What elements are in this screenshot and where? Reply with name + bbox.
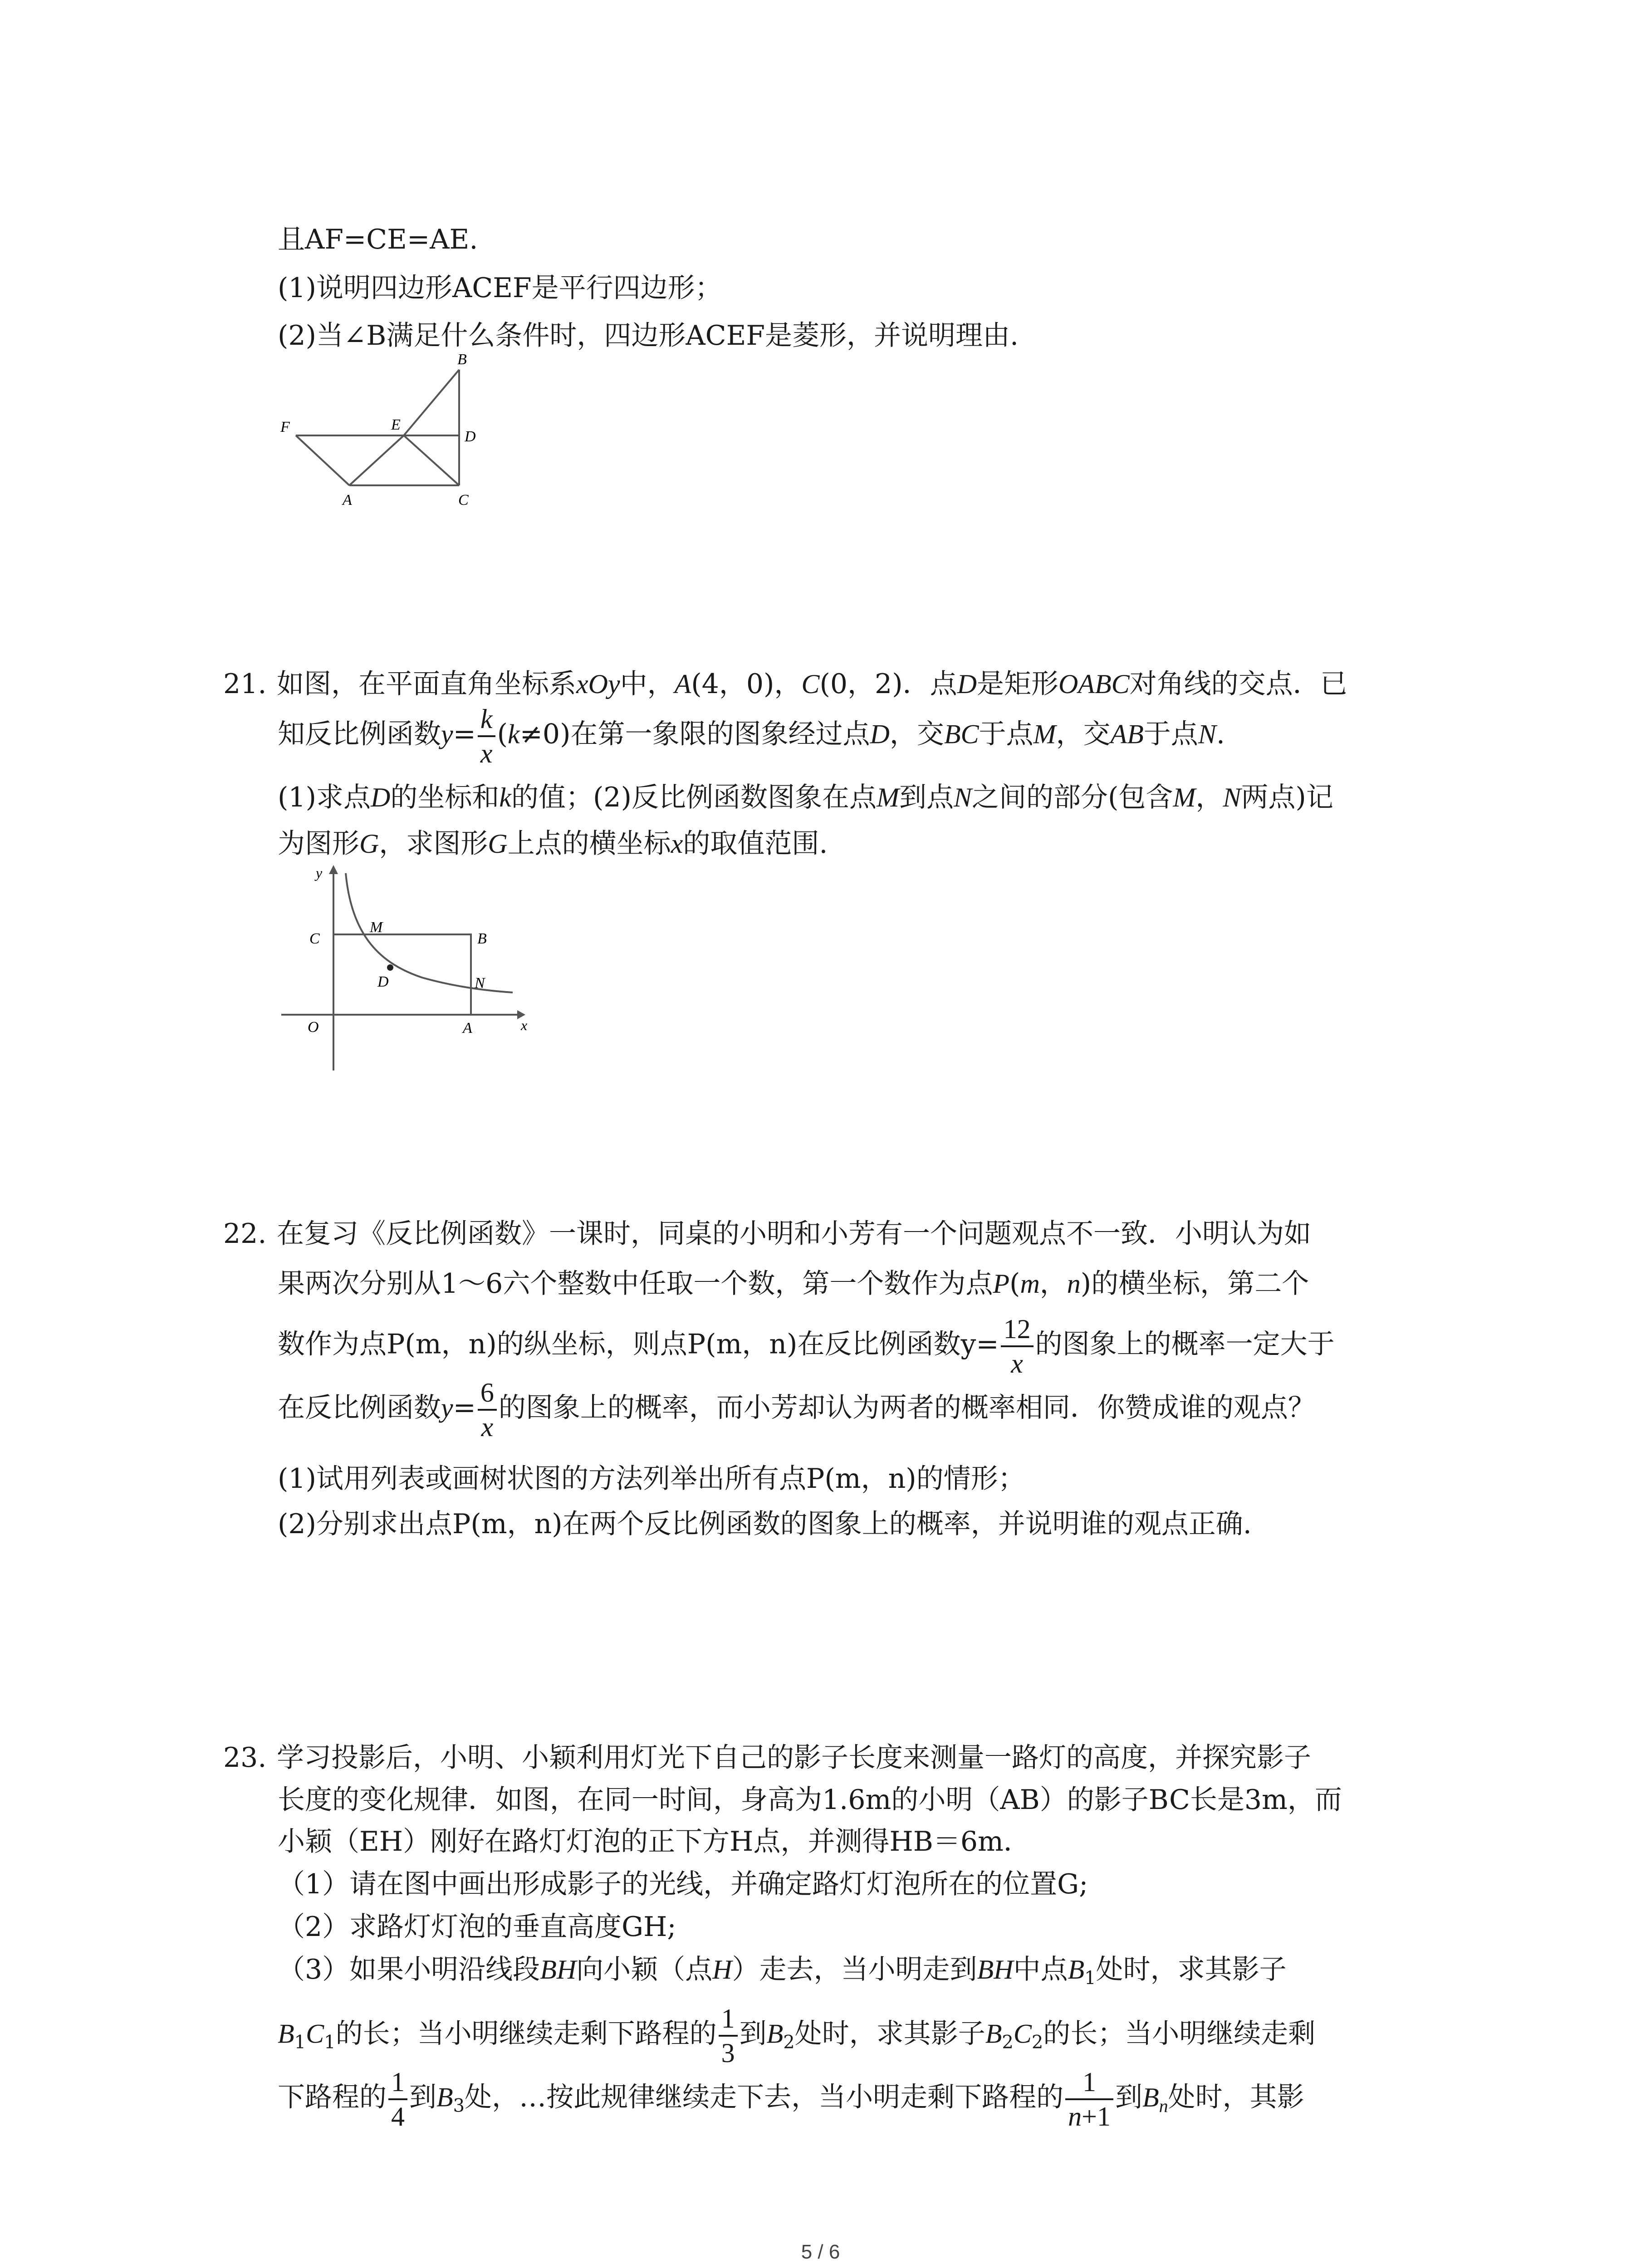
q23-part-3-line-1: （3）如果小明沿线段BH向小颖（点H）走去，当小明走到BH中点$B_1$处时，求其影子 [278,1954,1287,1989]
fraction-k-over-x: $\frac{k}{x}$ [478,705,495,767]
q21-line-2: 知反比例函数y= $\frac{k}{x}$ (k≠0)在第一象限的图象经过点D，交BC于点M，交AB于点N. [278,704,1225,768]
q20-part-1: (1)说明四边形ACEF是平行四边形； [278,272,722,304]
label-D: D [377,973,389,990]
q21-figure [272,864,554,1077]
q22-part-2: (2)分别求出点P(m，n)在两个反比例函数的图象上的概率，并说明谁的观点正确. [278,1508,1252,1540]
fraction-12-over-x: $\frac{12}{x}$ [1001,1315,1034,1377]
label-A: A [463,1020,472,1036]
label-A: A [343,492,352,508]
axis-y-label: y [316,865,323,881]
q22-line-3: 数作为点P(m，n)的纵坐标，则点P(m，n)在反比例函数y= $\frac{12}{x}$ 的图象上的概率一定大于 [278,1314,1335,1378]
q23-line-2: 长度的变化规律．如图，在同一时间，身高为1.6m的小明（AB）的影子BC长是3m，而 [278,1784,1342,1816]
label-M: M [370,919,383,936]
q21-line-3: (1)求点D的坐标和k的值；(2)反比例函数图象在点M到点N之间的部分(包含M，N两点)记 [278,782,1333,813]
q21-number: 21. [223,668,267,700]
q23-number: 23. [223,1742,267,1774]
label-B: B [457,351,467,368]
q22-line-1: 22. 在复习《反比例函数》一课时，同桌的小明和小芳有一个问题观点不一致．小明认为如 [223,1216,1311,1252]
fraction-1-over-4: $\frac{1}{4}$ [388,2068,407,2130]
q23-part-2: （2）求路灯灯泡的垂直高度GH; [278,1911,676,1943]
fraction-1-over-3: $\frac{1}{3}$ [719,2005,738,2067]
q23-part-1: （1）请在图中画出形成影子的光线，并确定路灯灯泡所在的位置G; [278,1868,1088,1900]
label-F: F [280,419,290,435]
q22-line-4-text: 的图象上的概率，而小芳却认为两者的概率相同．你赞成谁的观点？ [498,1392,1315,1424]
fraction-6-over-x: $\frac{6}{x}$ [478,1379,497,1441]
point-D [387,964,393,971]
label-C: C [309,930,320,947]
q23-part-3-line-2: $B_1C_1$的长；当小明继续走剩下路程的 $\frac{1}{3}$ 到$B_2$处时，求其影子$B_2C_2$的长；当小明继续走剩 [278,2004,1316,2068]
q21-line-4: 为图形G，求图形G上点的横坐标x的取值范围. [278,828,828,860]
q23-line-1: 23. 学习投影后，小明、小颖利用灯光下自己的影子长度来测量一路灯的高度，并探究影子 [223,1740,1311,1776]
q22-number: 22. [223,1218,267,1250]
q20-part-2: (2)当∠B满足什么条件时，四边形ACEF是菱形，并说明理由. [278,320,1019,352]
q22-line-3-text: 数作为点P(m，n)的纵坐标，则点P(m，n)在反比例函数y= [278,1328,999,1360]
q20-figure [272,347,490,515]
q22-line-2: 果两次分别从1～6六个整数中任取一个数，第一个数作为点P(m，n)的横坐标，第二个 [278,1268,1309,1300]
q23-part-3-line-3: 下路程的 $\frac{1}{4}$ 到$B_3$处，…按此规律继续走下去，当小明走剩下路程的 $\frac{1}{n+1}$ 到$B_n$处时，其影 [278,2067,1304,2131]
label-N: N [475,975,485,992]
q23-line-3: 小颖（EH）刚好在路灯灯泡的正下方H点，并测得HB＝6m． [278,1826,1031,1857]
q22-line-4: 在反比例函数y= $\frac{6}{x}$ 的图象上的概率，而小芳却认为两者的概率相同．你赞成谁的观点？ [278,1378,1315,1442]
label-B: B [477,930,487,947]
axis-x-label: x [521,1017,528,1033]
q20-condition: 且AF=CE=AE. [278,224,478,255]
fraction-1-over-n-plus-1: $\frac{1}{n+1}$ [1065,2068,1113,2130]
label-E: E [391,416,401,433]
label-C: C [458,492,469,508]
label-O: O [308,1019,319,1036]
label-D: D [465,428,476,445]
q22-part-1: (1)试用列表或画树状图的方法列举出所有点P(m，n)的情形； [278,1463,1025,1495]
page-number: 5 / 6 [801,2241,840,2263]
q21-line-1: 21. 如图，在平面直角坐标系xOy中，A(4，0)，C(0，2)．点D是矩形OABC对角线的交点．已 [223,666,1347,702]
